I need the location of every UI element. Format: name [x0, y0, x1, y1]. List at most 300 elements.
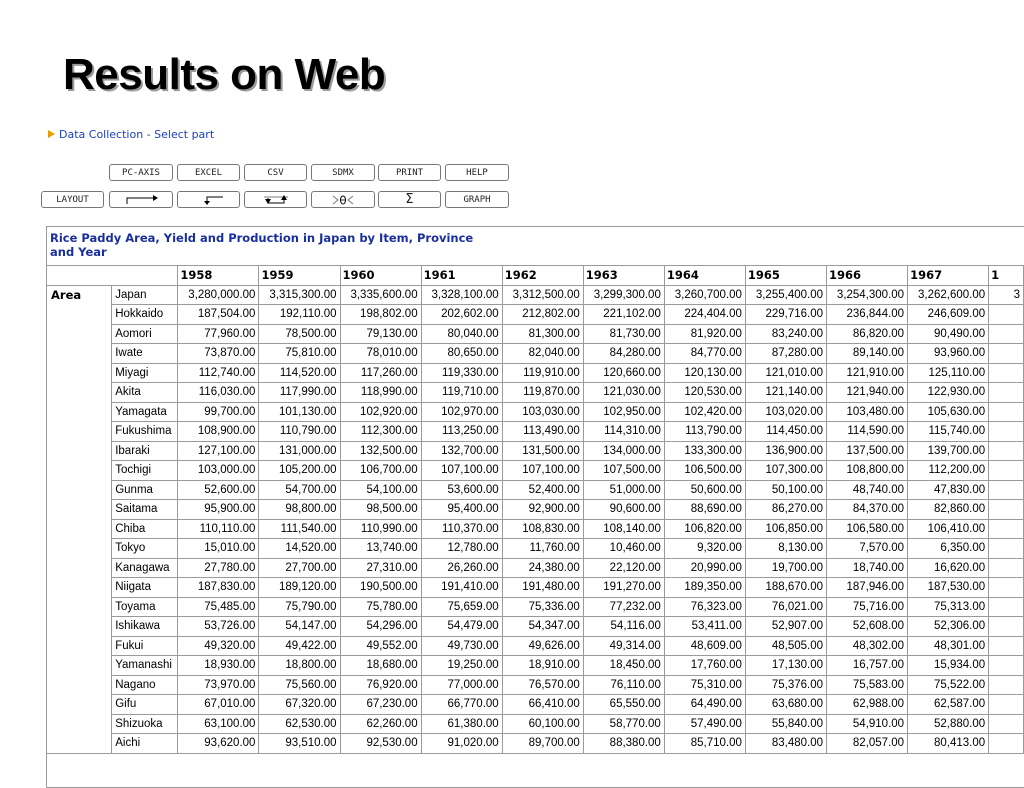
value-cell: 48,505.00 — [745, 636, 826, 656]
table-row — [47, 402, 1024, 422]
value-cell: 62,260.00 — [340, 714, 421, 734]
value-cell: 54,100.00 — [340, 480, 421, 500]
value-cell: 3,280,000.00 — [178, 285, 259, 305]
value-cell: 63,100.00 — [178, 714, 259, 734]
value-cell: 90,600.00 — [583, 500, 664, 520]
table-row — [47, 344, 1024, 364]
value-cell: 111,540.00 — [259, 519, 340, 539]
province-cell: Tokyo — [112, 539, 178, 559]
table-row — [47, 636, 1024, 656]
province-cell: Nagano — [112, 675, 178, 695]
value-cell: 80,040.00 — [421, 324, 502, 344]
value-cell: 52,880.00 — [908, 714, 989, 734]
value-cell: 78,500.00 — [259, 324, 340, 344]
value-cell: 75,313.00 — [908, 597, 989, 617]
value-cell: 66,770.00 — [421, 695, 502, 715]
value-cell: 75,336.00 — [502, 597, 583, 617]
value-cell: 90,490.00 — [908, 324, 989, 344]
value-cell — [989, 617, 1024, 637]
value-cell: 15,934.00 — [908, 656, 989, 676]
sort-button[interactable] — [311, 191, 375, 208]
value-cell: 88,690.00 — [664, 500, 745, 520]
value-cell: 190,500.00 — [340, 578, 421, 598]
value-cell: 62,988.00 — [827, 695, 908, 715]
value-cell: 9,320.00 — [664, 539, 745, 559]
value-cell: 106,580.00 — [827, 519, 908, 539]
value-cell: 192,110.00 — [259, 305, 340, 325]
value-cell — [989, 695, 1024, 715]
value-cell: 131,000.00 — [259, 441, 340, 461]
value-cell — [989, 500, 1024, 520]
value-cell: 92,900.00 — [502, 500, 583, 520]
value-cell: 20,990.00 — [664, 558, 745, 578]
value-cell — [989, 480, 1024, 500]
value-cell: 139,700.00 — [908, 441, 989, 461]
value-cell: 26,260.00 — [421, 558, 502, 578]
value-cell — [989, 675, 1024, 695]
province-cell: Saitama — [112, 500, 178, 520]
value-cell: 85,710.00 — [664, 734, 745, 754]
value-cell: 108,800.00 — [827, 461, 908, 481]
value-cell — [989, 636, 1024, 656]
value-cell: 83,240.00 — [745, 324, 826, 344]
graph-button[interactable]: GRAPH — [445, 191, 509, 208]
value-cell: 93,510.00 — [259, 734, 340, 754]
sdmx-button[interactable]: SDMX — [311, 164, 375, 181]
value-cell: 52,608.00 — [827, 617, 908, 637]
value-cell: 98,800.00 — [259, 500, 340, 520]
value-cell: 133,300.00 — [664, 441, 745, 461]
value-cell: 191,410.00 — [421, 578, 502, 598]
value-cell: 17,130.00 — [745, 656, 826, 676]
value-cell: 191,480.00 — [502, 578, 583, 598]
value-cell — [989, 344, 1024, 364]
year-header[interactable]: 1962 — [502, 266, 583, 286]
header-corner-cell — [47, 266, 178, 286]
value-cell: 102,920.00 — [340, 402, 421, 422]
value-cell: 107,300.00 — [745, 461, 826, 481]
value-cell — [989, 519, 1024, 539]
value-cell: 67,230.00 — [340, 695, 421, 715]
province-cell: Toyama — [112, 597, 178, 617]
value-cell — [989, 714, 1024, 734]
value-cell: 14,520.00 — [259, 539, 340, 559]
value-cell: 187,530.00 — [908, 578, 989, 598]
value-cell: 103,480.00 — [827, 402, 908, 422]
value-cell: 99,700.00 — [178, 402, 259, 422]
value-cell: 110,370.00 — [421, 519, 502, 539]
slide-title: Results on Web — [63, 50, 386, 99]
value-cell: 19,250.00 — [421, 656, 502, 676]
value-cell: 112,740.00 — [178, 363, 259, 383]
province-cell: Aichi — [112, 734, 178, 754]
year-header[interactable]: 1960 — [340, 266, 421, 286]
value-cell: 102,420.00 — [664, 402, 745, 422]
value-cell: 73,870.00 — [178, 344, 259, 364]
province-cell: Ibaraki — [112, 441, 178, 461]
data-table — [46, 265, 1024, 754]
value-cell: 103,000.00 — [178, 461, 259, 481]
value-cell: 112,300.00 — [340, 422, 421, 442]
value-cell: 106,500.00 — [664, 461, 745, 481]
value-cell: 24,380.00 — [502, 558, 583, 578]
year-header[interactable]: 1959 — [259, 266, 340, 286]
excel-button[interactable]: EXCEL — [177, 164, 240, 181]
value-cell: 62,530.00 — [259, 714, 340, 734]
value-cell: 49,626.00 — [502, 636, 583, 656]
year-header[interactable]: 1964 — [664, 266, 745, 286]
table-row — [47, 285, 1024, 305]
value-cell: 6,350.00 — [908, 539, 989, 559]
value-cell: 75,485.00 — [178, 597, 259, 617]
table-row — [47, 539, 1024, 559]
table-row — [47, 363, 1024, 383]
value-cell: 84,370.00 — [827, 500, 908, 520]
year-header[interactable]: 1966 — [827, 266, 908, 286]
value-cell: 54,116.00 — [583, 617, 664, 637]
table-row — [47, 558, 1024, 578]
value-cell: 93,620.00 — [178, 734, 259, 754]
value-cell: 82,040.00 — [502, 344, 583, 364]
value-cell: 107,100.00 — [502, 461, 583, 481]
table-row — [47, 656, 1024, 676]
print-button[interactable]: PRINT — [378, 164, 441, 181]
value-cell — [989, 461, 1024, 481]
value-cell: 122,930.00 — [908, 383, 989, 403]
value-cell: 84,280.00 — [583, 344, 664, 364]
value-cell: 73,970.00 — [178, 675, 259, 695]
province-cell: Gifu — [112, 695, 178, 715]
value-cell: 18,800.00 — [259, 656, 340, 676]
value-cell: 47,830.00 — [908, 480, 989, 500]
value-cell: 49,730.00 — [421, 636, 502, 656]
province-cell: Yamanashi — [112, 656, 178, 676]
value-cell: 187,946.00 — [827, 578, 908, 598]
province-cell: Aomori — [112, 324, 178, 344]
province-cell: Hokkaido — [112, 305, 178, 325]
value-cell: 82,057.00 — [827, 734, 908, 754]
value-cell: 75,780.00 — [340, 597, 421, 617]
value-cell: 121,030.00 — [583, 383, 664, 403]
value-cell: 18,910.00 — [502, 656, 583, 676]
value-cell: 108,830.00 — [502, 519, 583, 539]
year-header[interactable]: 1963 — [583, 266, 664, 286]
value-cell: 3,254,300.00 — [827, 285, 908, 305]
table-row — [47, 578, 1024, 598]
value-cell: 120,530.00 — [664, 383, 745, 403]
value-cell: 3,260,700.00 — [664, 285, 745, 305]
value-cell: 60,100.00 — [502, 714, 583, 734]
value-cell: 105,630.00 — [908, 402, 989, 422]
value-cell: 75,790.00 — [259, 597, 340, 617]
table-row — [47, 695, 1024, 715]
province-cell: Chiba — [112, 519, 178, 539]
value-cell: 95,400.00 — [421, 500, 502, 520]
value-cell: 236,844.00 — [827, 305, 908, 325]
value-cell: 62,587.00 — [908, 695, 989, 715]
table-row — [47, 441, 1024, 461]
value-cell: 120,130.00 — [664, 363, 745, 383]
value-cell: 114,520.00 — [259, 363, 340, 383]
value-cell — [989, 422, 1024, 442]
value-cell: 52,400.00 — [502, 480, 583, 500]
value-cell: 98,500.00 — [340, 500, 421, 520]
value-cell: 48,302.00 — [827, 636, 908, 656]
value-cell: 106,700.00 — [340, 461, 421, 481]
value-cell — [989, 441, 1024, 461]
value-cell: 202,602.00 — [421, 305, 502, 325]
value-cell: 3,315,300.00 — [259, 285, 340, 305]
value-cell: 115,740.00 — [908, 422, 989, 442]
year-header-row — [47, 266, 1024, 286]
value-cell: 48,609.00 — [664, 636, 745, 656]
value-cell: 105,200.00 — [259, 461, 340, 481]
year-header[interactable]: 1961 — [421, 266, 502, 286]
value-cell: 50,600.00 — [664, 480, 745, 500]
value-cell — [989, 597, 1024, 617]
value-cell: 212,802.00 — [502, 305, 583, 325]
province-cell: Akita — [112, 383, 178, 403]
value-cell: 75,522.00 — [908, 675, 989, 695]
value-cell: 63,680.00 — [745, 695, 826, 715]
value-cell: 54,296.00 — [340, 617, 421, 637]
value-cell: 120,660.00 — [583, 363, 664, 383]
value-cell: 54,700.00 — [259, 480, 340, 500]
value-cell: 132,500.00 — [340, 441, 421, 461]
value-cell: 114,590.00 — [827, 422, 908, 442]
value-cell — [989, 539, 1024, 559]
table-row — [47, 480, 1024, 500]
value-cell: 103,030.00 — [502, 402, 583, 422]
csv-button[interactable]: CSV — [244, 164, 307, 181]
province-cell: Fukushima — [112, 422, 178, 442]
value-cell: 10,460.00 — [583, 539, 664, 559]
value-cell: 89,140.00 — [827, 344, 908, 364]
sum-button[interactable]: Σ — [378, 191, 441, 208]
pivot-right-icon — [119, 194, 163, 206]
value-cell: 49,314.00 — [583, 636, 664, 656]
year-header[interactable]: 1958 — [178, 266, 259, 286]
help-button[interactable]: HELP — [445, 164, 509, 181]
value-cell: 11,760.00 — [502, 539, 583, 559]
table-row — [47, 383, 1024, 403]
value-cell: 15,010.00 — [178, 539, 259, 559]
value-cell: 121,140.00 — [745, 383, 826, 403]
value-cell: 191,270.00 — [583, 578, 664, 598]
table-row — [47, 500, 1024, 520]
value-cell: 83,480.00 — [745, 734, 826, 754]
value-cell: 229,716.00 — [745, 305, 826, 325]
value-cell: 121,910.00 — [827, 363, 908, 383]
value-cell: 114,450.00 — [745, 422, 826, 442]
value-cell: 19,700.00 — [745, 558, 826, 578]
value-cell: 87,280.00 — [745, 344, 826, 364]
value-cell: 80,413.00 — [908, 734, 989, 754]
value-cell: 52,907.00 — [745, 617, 826, 637]
value-cell: 119,710.00 — [421, 383, 502, 403]
value-cell: 67,320.00 — [259, 695, 340, 715]
breadcrumb-separator: - — [143, 128, 155, 141]
breadcrumb-arrow-icon — [48, 130, 55, 138]
value-cell: 86,270.00 — [745, 500, 826, 520]
value-cell: 48,301.00 — [908, 636, 989, 656]
value-cell: 102,950.00 — [583, 402, 664, 422]
value-cell — [989, 578, 1024, 598]
value-cell: 125,110.00 — [908, 363, 989, 383]
value-cell: 84,770.00 — [664, 344, 745, 364]
province-cell: Shizuoka — [112, 714, 178, 734]
value-cell: 27,780.00 — [178, 558, 259, 578]
year-header[interactable]: 1 — [989, 266, 1024, 286]
layout-button[interactable]: LAYOUT — [41, 191, 104, 208]
value-cell: 53,411.00 — [664, 617, 745, 637]
pivot-down-button[interactable] — [177, 191, 240, 208]
year-header[interactable]: 1965 — [745, 266, 826, 286]
value-cell: 49,552.00 — [340, 636, 421, 656]
value-cell: 101,130.00 — [259, 402, 340, 422]
pivot-clockwise-icon — [254, 194, 298, 206]
pivot-right-button[interactable] — [109, 191, 173, 208]
pivot-clockwise-button[interactable] — [244, 191, 307, 208]
year-header[interactable]: 1967 — [908, 266, 989, 286]
table-row — [47, 461, 1024, 481]
value-cell: 132,700.00 — [421, 441, 502, 461]
breadcrumb-link-data-collection[interactable]: Data Collection — [59, 128, 144, 141]
value-cell: 17,760.00 — [664, 656, 745, 676]
value-cell: 106,820.00 — [664, 519, 745, 539]
value-cell: 189,350.00 — [664, 578, 745, 598]
value-cell — [989, 305, 1024, 325]
table-row — [47, 617, 1024, 637]
value-cell: 117,990.00 — [259, 383, 340, 403]
value-cell: 8,130.00 — [745, 539, 826, 559]
province-cell: Fukui — [112, 636, 178, 656]
value-cell: 27,700.00 — [259, 558, 340, 578]
value-cell: 89,700.00 — [502, 734, 583, 754]
value-cell: 64,490.00 — [664, 695, 745, 715]
value-cell: 3,328,100.00 — [421, 285, 502, 305]
value-cell: 187,504.00 — [178, 305, 259, 325]
value-cell: 82,860.00 — [908, 500, 989, 520]
pc-axis-button[interactable]: PC-AXIS — [109, 164, 173, 181]
value-cell: 131,500.00 — [502, 441, 583, 461]
table-row — [47, 597, 1024, 617]
value-cell: 198,802.00 — [340, 305, 421, 325]
value-cell: 112,200.00 — [908, 461, 989, 481]
value-cell: 18,680.00 — [340, 656, 421, 676]
value-cell — [989, 558, 1024, 578]
data-table-body — [47, 285, 1024, 753]
value-cell: 75,560.00 — [259, 675, 340, 695]
value-cell: 3,312,500.00 — [502, 285, 583, 305]
value-cell: 13,740.00 — [340, 539, 421, 559]
value-cell: 76,570.00 — [502, 675, 583, 695]
value-cell: 67,010.00 — [178, 695, 259, 715]
value-cell: 75,810.00 — [259, 344, 340, 364]
province-cell: Yamagata — [112, 402, 178, 422]
value-cell: 188,670.00 — [745, 578, 826, 598]
value-cell: 52,600.00 — [178, 480, 259, 500]
value-cell: 113,790.00 — [664, 422, 745, 442]
value-cell — [989, 656, 1024, 676]
value-cell: 3,299,300.00 — [583, 285, 664, 305]
value-cell: 81,300.00 — [502, 324, 583, 344]
province-cell: Gunma — [112, 480, 178, 500]
value-cell: 102,970.00 — [421, 402, 502, 422]
value-cell: 246,609.00 — [908, 305, 989, 325]
value-cell: 114,310.00 — [583, 422, 664, 442]
province-cell: Niigata — [112, 578, 178, 598]
value-cell: 95,900.00 — [178, 500, 259, 520]
value-cell: 75,659.00 — [421, 597, 502, 617]
value-cell: 81,920.00 — [664, 324, 745, 344]
value-cell: 53,726.00 — [178, 617, 259, 637]
province-cell: Iwate — [112, 344, 178, 364]
value-cell: 53,600.00 — [421, 480, 502, 500]
value-cell — [989, 402, 1024, 422]
value-cell: 189,120.00 — [259, 578, 340, 598]
value-cell: 50,100.00 — [745, 480, 826, 500]
value-cell: 119,910.00 — [502, 363, 583, 383]
value-cell: 76,920.00 — [340, 675, 421, 695]
value-cell: 48,740.00 — [827, 480, 908, 500]
value-cell: 27,310.00 — [340, 558, 421, 578]
value-cell: 75,310.00 — [664, 675, 745, 695]
sort-icon — [321, 194, 365, 206]
province-cell: Miyagi — [112, 363, 178, 383]
value-cell: 93,960.00 — [908, 344, 989, 364]
table-row — [47, 519, 1024, 539]
value-cell: 91,020.00 — [421, 734, 502, 754]
breadcrumb — [48, 128, 214, 141]
value-cell: 137,500.00 — [827, 441, 908, 461]
value-cell: 55,840.00 — [745, 714, 826, 734]
value-cell: 118,990.00 — [340, 383, 421, 403]
breadcrumb-current[interactable]: Select part — [154, 128, 215, 141]
value-cell: 221,102.00 — [583, 305, 664, 325]
table-row — [47, 714, 1024, 734]
value-cell: 119,330.00 — [421, 363, 502, 383]
value-cell: 110,790.00 — [259, 422, 340, 442]
value-cell: 49,320.00 — [178, 636, 259, 656]
value-cell: 86,820.00 — [827, 324, 908, 344]
province-cell: Japan — [112, 285, 178, 305]
value-cell: 16,620.00 — [908, 558, 989, 578]
value-cell: 52,306.00 — [908, 617, 989, 637]
value-cell: 80,650.00 — [421, 344, 502, 364]
value-cell: 18,930.00 — [178, 656, 259, 676]
value-cell: 76,021.00 — [745, 597, 826, 617]
value-cell: 113,490.00 — [502, 422, 583, 442]
value-cell: 108,900.00 — [178, 422, 259, 442]
value-cell: 3 — [989, 285, 1024, 305]
value-cell: 18,450.00 — [583, 656, 664, 676]
value-cell — [989, 734, 1024, 754]
value-cell: 108,140.00 — [583, 519, 664, 539]
table-row — [47, 675, 1024, 695]
value-cell: 75,716.00 — [827, 597, 908, 617]
value-cell: 58,770.00 — [583, 714, 664, 734]
value-cell — [989, 324, 1024, 344]
value-cell: 16,757.00 — [827, 656, 908, 676]
value-cell: 76,110.00 — [583, 675, 664, 695]
value-cell: 110,110.00 — [178, 519, 259, 539]
value-cell: 113,250.00 — [421, 422, 502, 442]
value-cell: 77,000.00 — [421, 675, 502, 695]
value-cell: 51,000.00 — [583, 480, 664, 500]
province-cell: Ishikawa — [112, 617, 178, 637]
value-cell: 103,020.00 — [745, 402, 826, 422]
